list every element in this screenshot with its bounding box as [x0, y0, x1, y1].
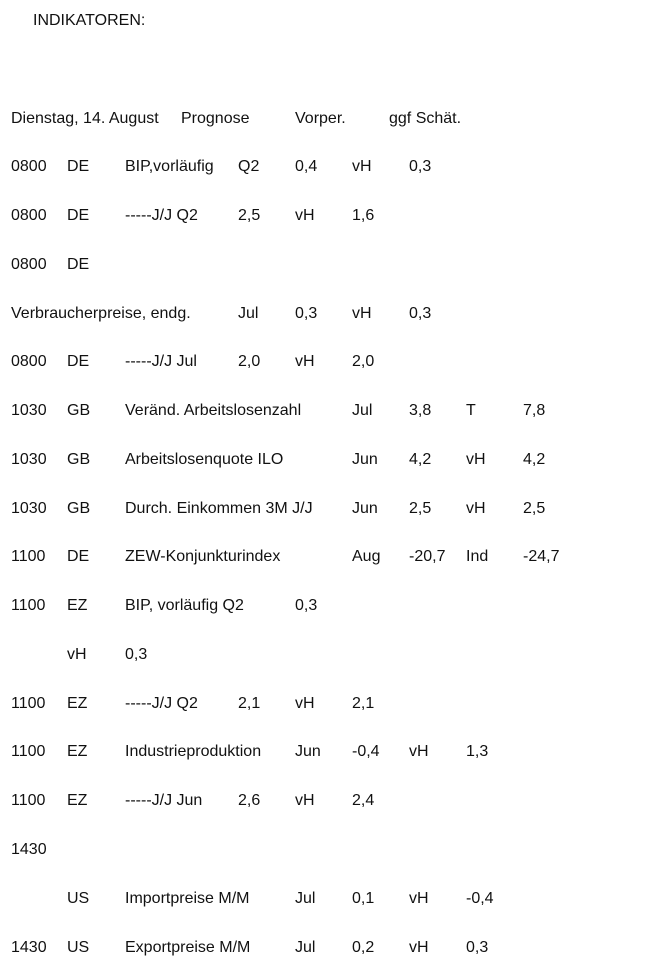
line-text: 1100 — [11, 792, 46, 809]
line-text: EZ — [67, 695, 88, 712]
line-text: 0800 — [11, 256, 47, 273]
line-text: GB — [67, 451, 91, 468]
indicator-line — [0, 546, 650, 568]
indicator-line — [0, 400, 650, 422]
line-text: GB — [67, 402, 91, 419]
indicator-line — [0, 693, 650, 715]
line-text: vH — [67, 646, 87, 663]
line-text: vH — [352, 158, 372, 175]
line-text: Exportpreise M/M — [125, 939, 251, 956]
line-text: DE — [67, 256, 90, 273]
line-text: Jul — [352, 402, 373, 419]
line-text: Aug — [352, 548, 381, 565]
line-text: Jun — [295, 743, 321, 760]
line-text: EZ — [67, 792, 88, 809]
line-text: 4,2 — [409, 451, 432, 468]
line-text: Arbeitslosenquote ILO — [125, 451, 284, 468]
line-text: Jun — [352, 500, 378, 517]
line-text: 2,4 — [352, 792, 375, 809]
line-text: vH — [352, 305, 372, 322]
line-text: 2,5 — [238, 207, 261, 224]
line-text: 1,3 — [466, 743, 489, 760]
line-text: -0,4 — [352, 743, 380, 760]
line-text: vH — [466, 500, 486, 517]
line-text: 0,3 — [295, 305, 318, 322]
line-text: EZ — [67, 743, 88, 760]
line-text: 1100 — [11, 695, 46, 712]
line-text: -----J/J Jul — [125, 353, 197, 370]
line-text: 2,1 — [352, 695, 375, 712]
line-text: vH — [409, 890, 429, 907]
indicator-line — [0, 156, 650, 178]
line-text: Q2 — [238, 158, 260, 175]
line-text: Jul — [238, 305, 259, 322]
indicator-line — [0, 254, 650, 276]
line-text: 1,6 — [352, 207, 375, 224]
indicator-line — [0, 449, 650, 471]
indicator-line — [0, 205, 650, 227]
line-text: DE — [67, 353, 90, 370]
line-text: Vorper. — [295, 110, 346, 127]
indicator-line — [0, 644, 650, 666]
line-text: vH — [295, 353, 315, 370]
line-text: BIP,vorläufig — [125, 158, 214, 175]
line-text: -----J/J Q2 — [125, 207, 198, 224]
line-text: ggf Schät. — [389, 110, 462, 127]
line-text: 1030 — [11, 402, 47, 419]
line-text: 0,3 — [295, 597, 318, 614]
line-text: EZ — [67, 597, 88, 614]
line-text: 0,3 — [409, 305, 432, 322]
line-text: DE — [67, 158, 90, 175]
line-text: 2,1 — [238, 695, 261, 712]
line-text: 2,0 — [238, 353, 261, 370]
line-text: 2,6 — [238, 792, 261, 809]
line-text: 0,3 — [125, 646, 148, 663]
line-text: Veränd. Arbeitslosenzahl — [125, 402, 302, 419]
line-text: BIP, vorläufig Q2 — [125, 597, 244, 614]
line-text: GB — [67, 500, 91, 517]
line-text: 0800 — [11, 158, 47, 175]
indicator-line — [0, 937, 650, 959]
line-text: DE — [67, 548, 90, 565]
line-text: 1100 — [11, 548, 46, 565]
line-text: ZEW-Konjunkturindex — [125, 548, 281, 565]
line-text: Importpreise M/M — [125, 890, 250, 907]
line-text: 0,1 — [352, 890, 375, 907]
line-text: 0,3 — [466, 939, 489, 956]
line-text: vH — [295, 792, 315, 809]
line-text: 1030 — [11, 500, 47, 517]
line-text: 4,2 — [523, 451, 546, 468]
line-text: Ind — [466, 548, 489, 565]
line-text: Jul — [295, 890, 316, 907]
line-text: 2,5 — [409, 500, 432, 517]
page-heading: INDIKATOREN: — [33, 12, 146, 29]
indicator-line — [0, 741, 650, 763]
line-text: US — [67, 939, 90, 956]
line-text: Jul — [295, 939, 316, 956]
line-text: 0800 — [11, 353, 47, 370]
line-text: vH — [409, 939, 429, 956]
line-text: Jun — [352, 451, 378, 468]
line-text: vH — [295, 695, 315, 712]
indicator-line — [0, 498, 650, 520]
line-text: -24,7 — [523, 548, 560, 565]
line-text: 1100 — [11, 597, 46, 614]
indicator-line — [0, 351, 650, 373]
line-text: Durch. Einkommen 3M J/J — [125, 500, 313, 517]
line-text: 3,8 — [409, 402, 432, 419]
line-text: T — [466, 402, 476, 419]
indicator-line — [0, 839, 650, 861]
line-text: -----J/J Jun — [125, 792, 203, 809]
line-text: 1100 — [11, 743, 46, 760]
line-text: Verbraucherpreise, endg. — [11, 305, 191, 322]
indicator-line — [0, 888, 650, 910]
line-text: 0,4 — [295, 158, 318, 175]
line-text: 0,3 — [409, 158, 432, 175]
line-text: 0,2 — [352, 939, 375, 956]
line-text: US — [67, 890, 90, 907]
line-text: vH — [295, 207, 315, 224]
indicator-line — [0, 790, 650, 812]
line-text: vH — [466, 451, 486, 468]
line-text: DE — [67, 207, 90, 224]
line-text: 1430 — [11, 939, 47, 956]
indicator-line — [0, 595, 650, 617]
indicator-line — [0, 303, 650, 325]
line-text: -0,4 — [466, 890, 494, 907]
line-text: Dienstag, 14. August — [11, 110, 159, 127]
line-text: 1430 — [11, 841, 47, 858]
line-text: 0800 — [11, 207, 47, 224]
line-text: Prognose — [181, 110, 250, 127]
line-text: 2,5 — [523, 500, 546, 517]
line-text: -20,7 — [409, 548, 446, 565]
line-text: 2,0 — [352, 353, 375, 370]
line-text: vH — [409, 743, 429, 760]
line-text: -----J/J Q2 — [125, 695, 198, 712]
line-text: 1030 — [11, 451, 47, 468]
line-text: 7,8 — [523, 402, 546, 419]
line-text: Industrieproduktion — [125, 743, 262, 760]
indicator-line — [0, 108, 650, 130]
